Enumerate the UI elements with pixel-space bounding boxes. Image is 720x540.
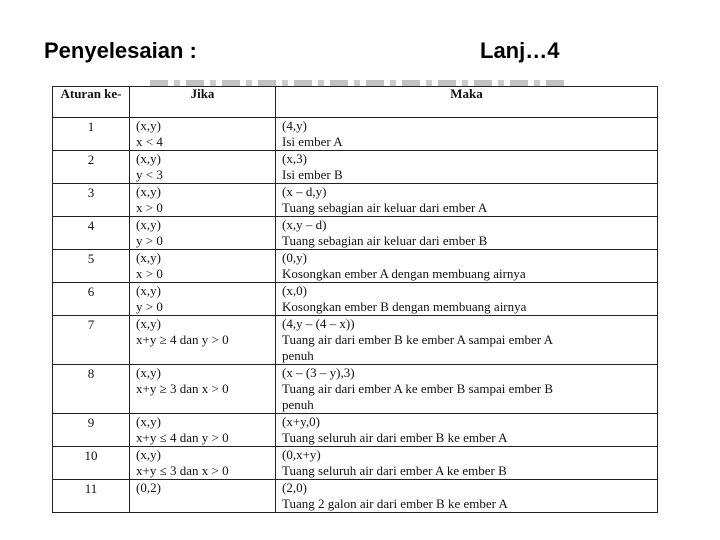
condition-line: x+y ≥ 3 dan x > 0 xyxy=(136,381,229,396)
action-cell xyxy=(276,217,658,250)
condition-line: x+y ≤ 3 dan x > 0 xyxy=(136,463,229,478)
condition-line: y < 3 xyxy=(136,167,163,182)
table-row xyxy=(53,447,658,480)
table-row xyxy=(53,118,658,151)
action-line: (0,y) xyxy=(282,250,307,265)
rule-number: 9 xyxy=(53,414,130,447)
condition-line: y > 0 xyxy=(136,233,163,248)
action-line: Tuang sebagian air keluar dari ember B xyxy=(282,233,488,248)
rule-number: 4 xyxy=(53,217,130,250)
header-rule: Aturan ke- xyxy=(53,87,130,118)
table-row xyxy=(53,414,658,447)
action-line: Isi ember B xyxy=(282,167,343,182)
condition-line: (x,y) xyxy=(136,414,161,429)
table-row xyxy=(53,316,658,365)
condition-cell xyxy=(130,184,276,217)
action-cell xyxy=(276,184,658,217)
header-if: Jika xyxy=(130,87,276,118)
action-line: penuh xyxy=(282,348,314,363)
table-row xyxy=(53,283,658,316)
table-row xyxy=(53,151,658,184)
condition-cell xyxy=(130,250,276,283)
condition-line: (x,y) xyxy=(136,447,161,462)
action-line: Tuang 2 galon air dari ember B ke ember A xyxy=(282,496,508,511)
action-line: Tuang seluruh air dari ember A ke ember B xyxy=(282,463,507,478)
condition-cell xyxy=(130,365,276,414)
action-line: (x,3) xyxy=(282,151,307,166)
table-header-row xyxy=(53,87,658,118)
rule-number: 10 xyxy=(53,447,130,480)
rule-number: 2 xyxy=(53,151,130,184)
header-then: Maka xyxy=(276,87,658,118)
action-line: Tuang sebagian air keluar dari ember A xyxy=(282,200,488,215)
condition-line: x > 0 xyxy=(136,266,163,281)
condition-cell xyxy=(130,414,276,447)
action-cell xyxy=(276,118,658,151)
condition-line: x+y ≥ 4 dan y > 0 xyxy=(136,332,229,347)
action-cell xyxy=(276,151,658,184)
action-cell xyxy=(276,316,658,365)
rule-number: 8 xyxy=(53,365,130,414)
action-line: Isi ember A xyxy=(282,134,343,149)
condition-line: y > 0 xyxy=(136,299,163,314)
condition-cell xyxy=(130,283,276,316)
action-line: (4,y) xyxy=(282,118,307,133)
condition-line: (x,y) xyxy=(136,184,161,199)
rule-number: 11 xyxy=(53,480,130,513)
table-row xyxy=(53,365,658,414)
action-line: (x – d,y) xyxy=(282,184,327,199)
rule-number: 7 xyxy=(53,316,130,365)
condition-line: (x,y) xyxy=(136,217,161,232)
action-cell xyxy=(276,365,658,414)
action-line: (2,0) xyxy=(282,480,307,495)
condition-line: (x,y) xyxy=(136,151,161,166)
condition-line: (x,y) xyxy=(136,283,161,298)
action-line: (x,0) xyxy=(282,283,307,298)
rule-number: 6 xyxy=(53,283,130,316)
action-line: Tuang air dari ember B ke ember A sampai ember A xyxy=(282,332,554,347)
table-row xyxy=(53,480,658,513)
page-subtitle: Lanj…4 xyxy=(480,38,560,63)
action-line: penuh xyxy=(282,397,314,412)
condition-cell xyxy=(130,151,276,184)
condition-cell xyxy=(130,316,276,365)
rule-number: 3 xyxy=(53,184,130,217)
condition-line: (x,y) xyxy=(136,118,161,133)
condition-line: (0,2) xyxy=(136,480,161,495)
rules-table xyxy=(52,86,658,513)
action-cell xyxy=(276,480,658,513)
action-line: (x+y,0) xyxy=(282,414,320,429)
action-line: (x – (3 – y),3) xyxy=(282,365,355,380)
condition-line: (x,y) xyxy=(136,250,161,265)
action-line: Kosongkan ember A dengan membuang airnya xyxy=(282,266,526,281)
condition-cell xyxy=(130,217,276,250)
condition-line: x+y ≤ 4 dan y > 0 xyxy=(136,430,229,445)
action-line: Kosongkan ember B dengan membuang airnya xyxy=(282,299,527,314)
action-cell xyxy=(276,447,658,480)
table-row xyxy=(53,217,658,250)
page-title: Penyelesaian : xyxy=(44,38,197,63)
condition-cell xyxy=(130,447,276,480)
table-row xyxy=(53,250,658,283)
rule-number: 5 xyxy=(53,250,130,283)
condition-cell xyxy=(130,480,276,513)
action-line: (4,y – (4 – x)) xyxy=(282,316,355,331)
condition-cell xyxy=(130,118,276,151)
rule-number: 1 xyxy=(53,118,130,151)
action-line: Tuang seluruh air dari ember B ke ember A xyxy=(282,430,508,445)
table-row xyxy=(53,184,658,217)
condition-line: (x,y) xyxy=(136,316,161,331)
action-cell xyxy=(276,414,658,447)
condition-line: (x,y) xyxy=(136,365,161,380)
condition-line: x < 4 xyxy=(136,134,163,149)
action-line: (0,x+y) xyxy=(282,447,321,462)
action-cell xyxy=(276,283,658,316)
action-line: Tuang air dari ember A ke ember B sampai ember B xyxy=(282,381,554,396)
condition-line: x > 0 xyxy=(136,200,163,215)
action-cell xyxy=(276,250,658,283)
action-line: (x,y – d) xyxy=(282,217,327,232)
